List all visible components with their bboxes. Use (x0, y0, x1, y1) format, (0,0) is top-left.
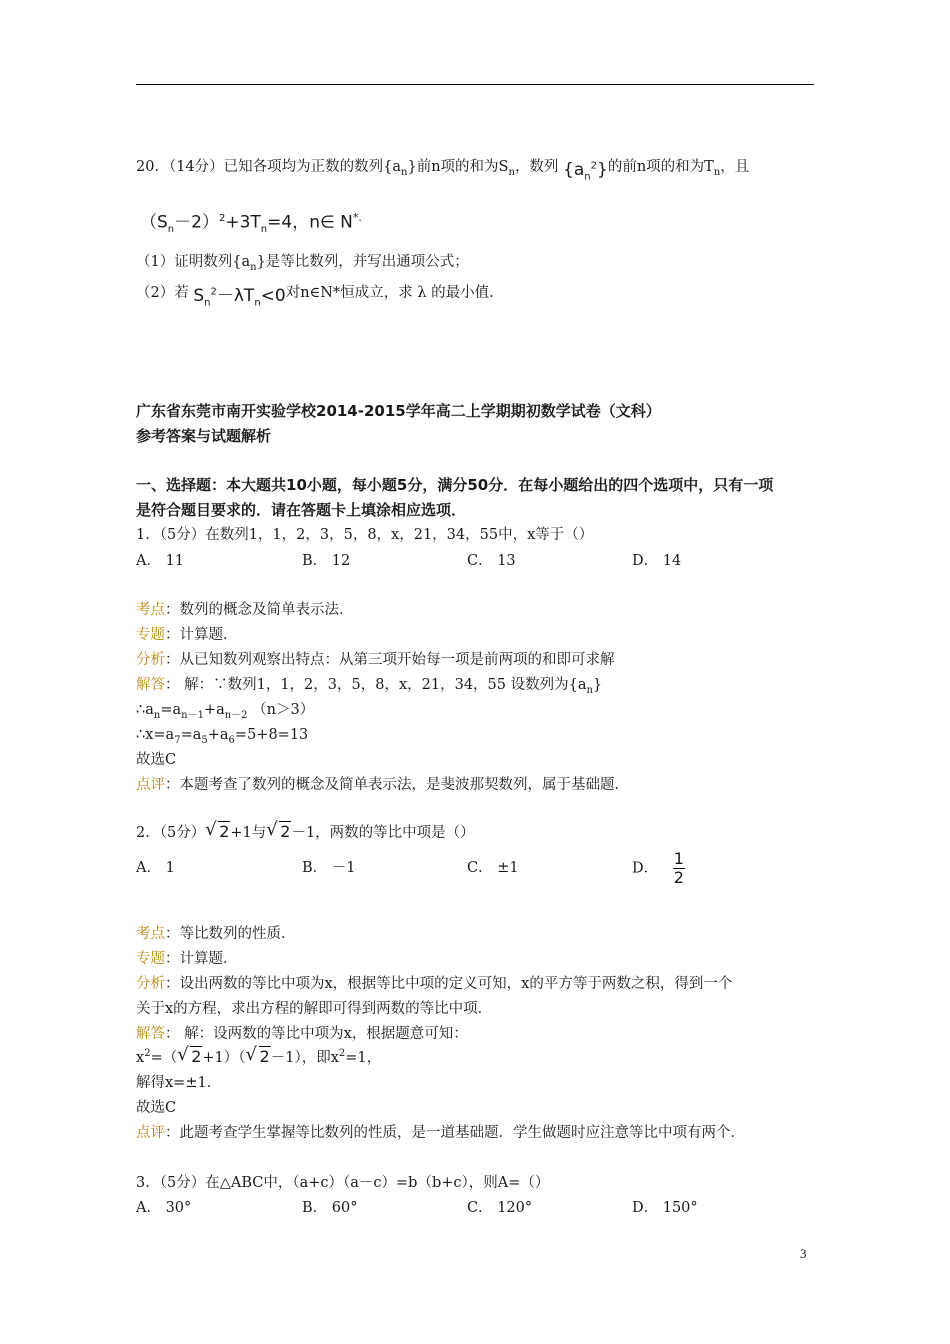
q20-line1: 20．（14分）已知各项均为正数的数列$\{a_n\}$前n项的和为$S_n$，数列 $\{a_n^2\}$的前n项的和为$T_n$，且 (136, 159, 750, 183)
q1-stem: 1．（5分）在数列1，1，2，3，5，8，x，21，34，55中，x等于（） (136, 527, 594, 543)
q1-kaodian: 考点：数列的概念及简单表示法． (136, 602, 354, 618)
q2-option-d: D． $\frac{1}{2}$ (632, 849, 684, 887)
answer-title: 广东省东莞市南开实验学校2014-2015学年高二上学期期初数学试卷（文科） (136, 402, 661, 420)
q1-option-b: B． 12 (302, 553, 351, 569)
q1-zhuanti: 专题：计算题． (136, 627, 238, 643)
header-rule (136, 84, 814, 85)
q1-fenxi: 分析：从已知数列观察出特点：从第三项开始每一项是前两项的和即可求解 (136, 652, 615, 668)
q2-dianping: 点评：此题考查学生掌握等比数列的性质，是一道基础题．学生做题时应注意等比中项有两个． (136, 1125, 745, 1141)
q20-part2: （2）若 $S_n^2-\lambda T_n<0$对n∈N*恒成立，求 λ 的最小值. (136, 285, 494, 309)
q2-option-b: B． －1 (302, 860, 356, 876)
page-number: 3 (800, 1246, 807, 1261)
q2-solution: 解得x=±1． (136, 1075, 222, 1091)
q2-fenxi: 分析：设出两数的等比中项为x，根据等比中项的定义可知，x的平方等于两数之积，得到一个 (136, 976, 733, 992)
q2-stem: 2．（5分）√ 2+1与√ 2－1，两数的等比中项是（） (136, 822, 475, 843)
q1-choose: 故选C (136, 752, 177, 768)
q3-option-b: B． 60° (302, 1200, 358, 1216)
q20-equation: $(S_n-2)^2+3T_n=4$，n∈ N*. (140, 211, 362, 236)
section1-line1: 一、选择题：本大题共10小题，每小题5分，满分50分．在每小题给出的四个选项中，只有一项 (136, 476, 774, 494)
q1-option-a: A． 11 (136, 553, 185, 569)
q1-recurrence: $\therefore a_n=a_{n-1}+a_{n-2}$ （n＞3） (136, 702, 315, 721)
section1-line2: 是符合题目要求的．请在答题卡上填涂相应选项． (136, 501, 467, 519)
q1-compute: $\therefore x=a_7=a_5+a_6=5+8=13$ (136, 727, 309, 746)
q2-jieda: 解答： 解：设两数的等比中项为x，根据题意可知： (136, 1026, 468, 1042)
q3-option-c: C． 120° (467, 1200, 533, 1216)
q2-zhuanti: 专题：计算题． (136, 951, 238, 967)
q1-jieda: 解答： 解：∵数列1，1，2，3，5，8，x，21，34，55 设数列为$\{a_n\}$ (136, 677, 603, 696)
q2-equation: $x^2=(√$ 2+1）（√ 2－1），即$x^2=1$， (136, 1047, 381, 1068)
q1-option-c: C． 13 (467, 553, 516, 569)
q3-option-a: A． 30° (136, 1200, 192, 1216)
q2-fenxi-cont: 关于x的方程，求出方程的解即可得到两数的等比中项． (136, 1001, 493, 1017)
q2-kaodian: 考点：等比数列的性质． (136, 926, 296, 942)
q2-choose: 故选C (136, 1100, 177, 1116)
q1-option-d: D． 14 (632, 553, 682, 569)
q2-option-c: C． ±1 (467, 860, 519, 876)
q2-option-a: A． 1 (136, 860, 175, 876)
q20-part1: （1）证明数列$\{a_n\}$是等比数列，并写出通项公式； (136, 254, 469, 273)
q3-option-d: D． 150° (632, 1200, 698, 1216)
answer-subtitle: 参考答案与试题解析 (136, 427, 272, 445)
q3-stem: 3．（5分）在△ABC中，（a+c）（a－c）=b（b+c），则A=（） (136, 1175, 550, 1191)
q1-dianping: 点评：本题考查了数列的概念及简单表示法，是斐波那契数列，属于基础题． (136, 777, 629, 793)
